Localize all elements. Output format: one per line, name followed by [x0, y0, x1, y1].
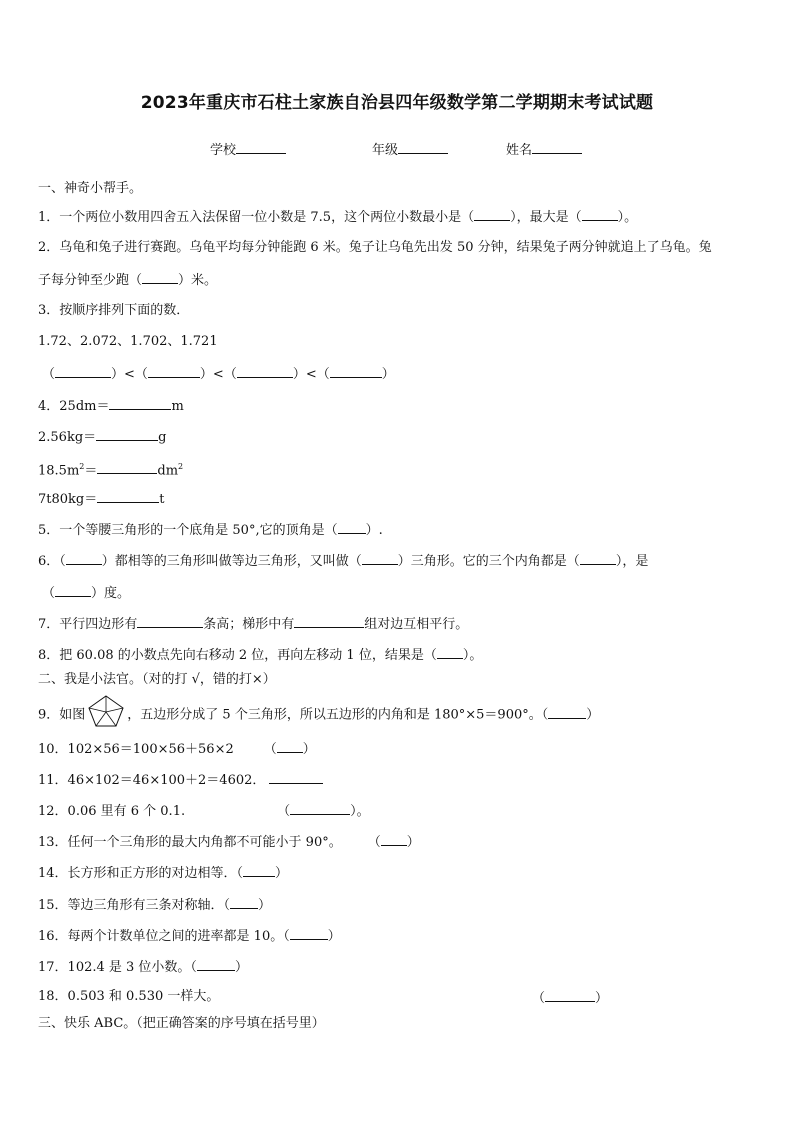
q3-order-row — [42, 364, 395, 384]
question-6-line-2 — [42, 583, 130, 603]
q5-blank[interactable] — [338, 520, 366, 534]
q1-text-b: ），最大是（ — [510, 210, 582, 225]
school-field — [210, 139, 286, 158]
q13-text-b: （ — [367, 835, 381, 850]
q16-text-a: 16．每两个计数单位之间的进率都是 10。（ — [38, 929, 290, 944]
q6-text-b: ）都相等的三角形叫做等边三角形，又叫做（ — [101, 554, 362, 569]
q4-blank-1[interactable] — [109, 396, 171, 410]
q13-text-c: ） — [406, 835, 420, 850]
question-7 — [38, 614, 468, 634]
q16-blank[interactable] — [290, 926, 328, 940]
question-2-line-1: 2．乌龟和兔子进行赛跑。乌龟平均每分钟能跑 6 米。兔子让乌龟先出发 50 分钟，结果兔子两分钟就追上了乌龟。兔 — [38, 240, 712, 255]
q4-blank-4[interactable] — [97, 489, 159, 503]
question-8 — [38, 645, 482, 665]
q3-blank-2[interactable] — [148, 364, 200, 378]
q18-answer — [532, 988, 608, 1008]
q5-text-a: 5．一个等腰三角形的一个底角是 50°,它的顶角是（ — [38, 523, 338, 538]
q8-blank[interactable] — [437, 645, 463, 659]
name-field — [506, 139, 582, 158]
q3-text-a: （ — [42, 367, 56, 382]
question-18 — [38, 988, 219, 1006]
q2-blank[interactable] — [142, 270, 178, 284]
question-15 — [38, 895, 271, 915]
q13-text-a: 13．任何一个三角形的最大内角都不可能小于 90°。 — [38, 835, 342, 850]
q4-r3-sup: 2 — [79, 462, 85, 471]
section-3-heading: 三、快乐 ABC。（把正确答案的序号填在括号里） — [38, 1016, 325, 1031]
q18-text-a: 18．0.503 和 0.530 一样大。 — [38, 989, 220, 1004]
q3-blank-4[interactable] — [330, 364, 382, 378]
q17-blank[interactable] — [197, 957, 235, 971]
q4-blank-2[interactable] — [96, 427, 158, 441]
question-5 — [38, 520, 383, 540]
q17-text-a: 17．102.4 是 3 位小数。（ — [38, 960, 197, 975]
question-4-row-2 — [38, 427, 166, 447]
section-1-heading: 一、神奇小帮手。 — [38, 181, 143, 196]
grade-blank[interactable] — [398, 140, 448, 154]
q10-blank[interactable] — [277, 739, 303, 753]
q7-blank-1[interactable] — [137, 614, 203, 628]
q5-text-b: ）. — [365, 523, 383, 538]
q18-blank[interactable] — [545, 988, 595, 1002]
q7-text-c: 组对边互相平行。 — [364, 617, 469, 632]
q2-text-b: ）米。 — [178, 273, 218, 288]
q10-text-b: （ — [263, 742, 277, 757]
q15-text-a: 15．等边三角形有三条对称轴．（ — [38, 898, 231, 913]
q6-blank-2[interactable] — [362, 551, 398, 565]
q4-r4-a: 7t80kg＝ — [38, 492, 98, 507]
question-1 — [38, 207, 637, 227]
question-4-row-3 — [38, 458, 183, 480]
question-12 — [38, 801, 370, 821]
q17-text-b: ） — [234, 960, 248, 975]
q1-text-c: ）。 — [617, 210, 638, 225]
q18-text-b: （ — [532, 991, 546, 1006]
name-label: 姓名 — [506, 143, 533, 158]
q14-blank[interactable] — [243, 863, 275, 877]
q8-text-a: 8．把 60.08 的小数点先向右移动 2 位，再向左移动 1 位，结果是（ — [38, 648, 437, 663]
q7-text-b: 条高；梯形中有 — [203, 617, 295, 632]
q8-text-b: ）。 — [462, 648, 483, 663]
q12-text-a: 12．0.06 里有 6 个 0.1. — [38, 804, 186, 819]
question-10 — [38, 739, 316, 759]
q1-blank-max[interactable] — [582, 207, 618, 221]
q4-r3-b: ＝ — [84, 463, 98, 479]
q7-text-a: 7．平行四边形有 — [38, 617, 138, 632]
pentagon-figure — [87, 694, 125, 728]
grade-field — [372, 139, 448, 158]
q4-blank-3[interactable] — [97, 460, 157, 474]
q3-text-b: ）<（ — [111, 367, 148, 382]
school-label: 学校 — [210, 143, 237, 158]
q3-numbers: 1.72、2.072、1.702、1.721 — [38, 334, 218, 349]
q6-blank-3[interactable] — [580, 551, 616, 565]
q6-text-c: ）三角形。它的三个内角都是（ — [397, 554, 580, 569]
q15-blank[interactable] — [230, 895, 258, 909]
q7-blank-2[interactable] — [294, 614, 364, 628]
q6-blank-1[interactable] — [66, 551, 102, 565]
q4-r1-b: m — [171, 399, 184, 414]
question-6-line-1 — [38, 551, 648, 571]
q16-text-b: ） — [327, 929, 341, 944]
q3-text-d: ）<（ — [292, 367, 330, 382]
q9-text-c: ） — [586, 707, 600, 723]
q6-text-e: （ — [42, 586, 56, 601]
q6-text-d: ），是 — [615, 554, 649, 569]
question-4-row-1 — [38, 396, 184, 416]
q4-r3-sup2: 2 — [178, 462, 184, 471]
q6-blank-4[interactable] — [55, 583, 91, 597]
question-2-line-2 — [38, 270, 217, 290]
q11-text-a: 11．46×102＝46×100＋2＝4602． — [38, 773, 266, 788]
q4-r2-a: 2.56kg＝ — [38, 430, 97, 445]
q10-text-c: ） — [302, 742, 316, 757]
q4-r3-c: dm — [157, 463, 179, 479]
question-4-row-4 — [38, 489, 164, 509]
question-11 — [38, 770, 323, 790]
page-title: 2023年重庆市石柱土家族自治县四年级数学第二学期期末考试试题 — [140, 93, 654, 113]
q12-text-c: ）。 — [350, 804, 370, 819]
question-17 — [38, 957, 248, 977]
q14-text-b: ） — [275, 866, 289, 881]
q18-text-c: ） — [595, 991, 609, 1006]
q12-text-b: （ — [277, 804, 291, 819]
question-14 — [38, 863, 288, 883]
q4-r4-b: t — [159, 492, 165, 507]
q13-blank[interactable] — [381, 832, 407, 846]
q3-blank-3[interactable] — [237, 364, 293, 378]
q9-blank[interactable] — [548, 705, 586, 719]
q9-text-b: ，五边形分成了 5 个三角形，所以五边形的内角和是 180°×5＝900°。（ — [127, 707, 549, 723]
q14-text-a: 14．长方形和正方形的对边相等．（ — [38, 866, 244, 881]
q4-r2-b: g — [158, 430, 167, 445]
q6-text-f: ）度。 — [91, 586, 131, 601]
q4-r3-a: 18.5m — [38, 463, 80, 479]
section-2-heading: 二、我是小法官。（对的打 √，错的打×） — [38, 672, 276, 687]
question-16 — [38, 926, 341, 946]
name-blank[interactable] — [532, 140, 582, 154]
school-blank[interactable] — [236, 140, 286, 154]
q9-text-a: 9．如图 — [38, 707, 86, 723]
q3-text-e: ） — [381, 367, 395, 382]
q3-text-c: ）<（ — [199, 367, 237, 382]
q10-text-a: 10．102×56＝100×56＋56×2 — [38, 742, 234, 757]
q6-text-a: 6．（ — [38, 554, 66, 569]
q11-blank[interactable] — [269, 770, 323, 784]
q15-text-b: ） — [258, 898, 272, 913]
q3-blank-1[interactable] — [55, 364, 111, 378]
question-3: 3．按顺序排列下面的数． — [38, 303, 190, 318]
q4-r1-a: 4．25dm＝ — [38, 399, 110, 414]
q12-blank[interactable] — [290, 801, 350, 815]
q1-text-a: 1．一个两位小数用四舍五入法保留一位小数是 7.5，这个两位小数最小是（ — [38, 210, 475, 225]
q1-blank-min[interactable] — [474, 207, 510, 221]
q2-text-a: 子每分钟至少跑（ — [38, 273, 143, 288]
question-9 — [38, 702, 599, 728]
question-13 — [38, 832, 420, 852]
grade-label: 年级 — [372, 143, 399, 158]
